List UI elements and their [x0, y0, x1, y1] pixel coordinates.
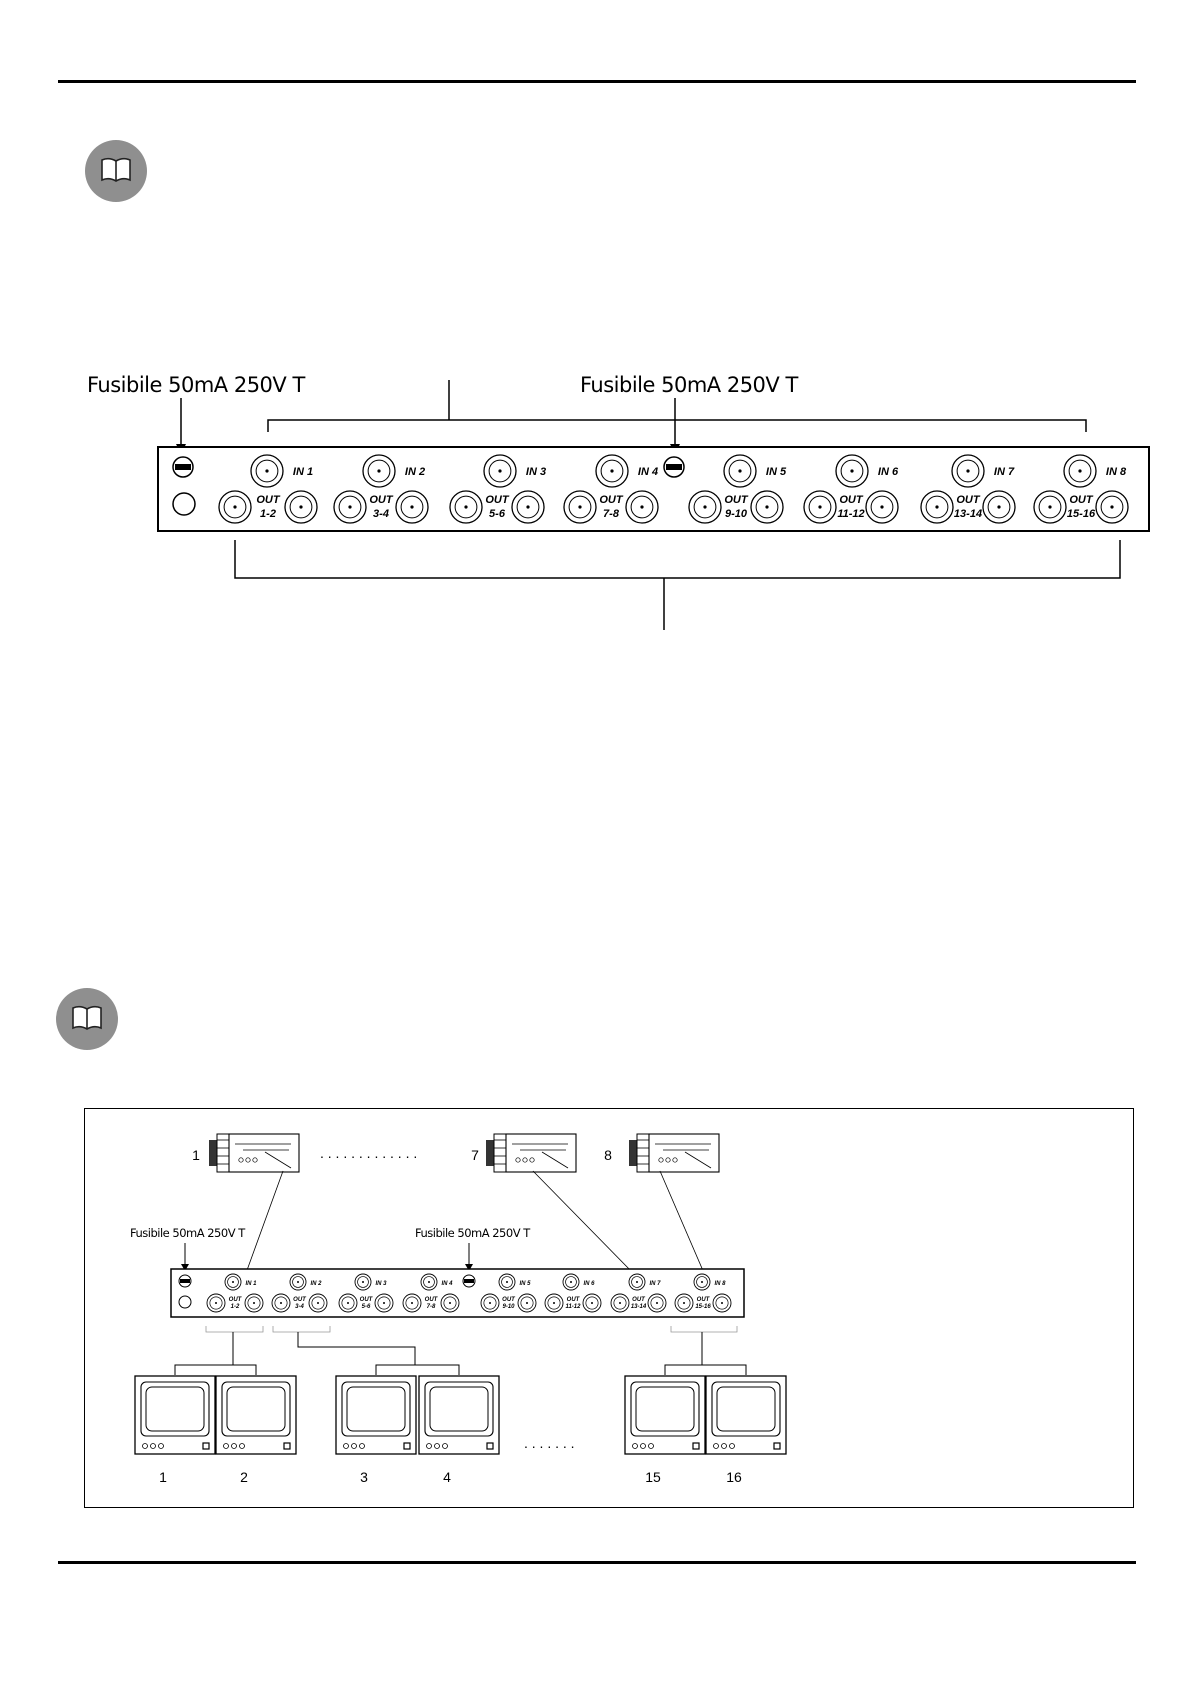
fuse-label-left: Fusibile 50mA 250V T: [87, 373, 305, 397]
output-label: 9-10: [502, 1304, 515, 1310]
output-bnc-connector: [545, 1294, 563, 1312]
output-label: OUT: [632, 1297, 645, 1303]
monitor-number: 1: [159, 1469, 167, 1485]
output-label: OUT: [485, 494, 509, 506]
output-label: OUT: [1069, 494, 1093, 506]
camera-icon: [486, 1134, 576, 1172]
monitor-number: 3: [360, 1469, 368, 1485]
input-label: IN 5: [765, 466, 787, 478]
fuse-holder-icon: [463, 1275, 475, 1287]
input-label: IN 6: [877, 466, 899, 478]
camera-number: 1: [192, 1147, 200, 1163]
output-bnc-connector: [611, 1294, 629, 1312]
input-label: IN 4: [637, 466, 659, 478]
output-label: OUT: [256, 494, 280, 506]
monitor-icon: [706, 1376, 786, 1454]
monitor-number: 15: [645, 1469, 661, 1485]
camera-number: 8: [604, 1147, 612, 1163]
output-bnc-connector: [272, 1294, 290, 1312]
output-label: OUT: [696, 1297, 710, 1303]
output-bnc-connector: [648, 1294, 666, 1312]
output-label: 15-16: [1066, 508, 1096, 520]
bottom-rule: [58, 1561, 1136, 1564]
input-label: IN 8: [1105, 466, 1127, 478]
input-label: IN 5: [519, 1281, 531, 1287]
input-bnc-connector: [499, 1274, 515, 1290]
output-bnc-connector: [375, 1294, 393, 1312]
input-label: IN 2: [310, 1281, 322, 1287]
input-bnc-connector: [694, 1274, 710, 1290]
output-label: OUT: [502, 1297, 515, 1303]
output-bnc-connector: [309, 1294, 327, 1312]
monitor-icon: [625, 1376, 705, 1454]
output-bnc-connector: [339, 1294, 357, 1312]
input-label: IN 4: [441, 1281, 453, 1287]
output-label: 15-16: [695, 1304, 711, 1310]
camera-icon: [209, 1134, 299, 1172]
output-label: OUT: [839, 494, 863, 506]
camera-number: 7: [471, 1147, 479, 1163]
input-label: IN 3: [525, 466, 547, 478]
output-label: OUT: [424, 1297, 438, 1303]
output-label: 11-12: [837, 508, 865, 520]
output-bnc-connector: [583, 1294, 601, 1312]
output-label: OUT: [293, 1297, 306, 1303]
output-label: OUT: [359, 1297, 373, 1303]
input-label: IN 2: [404, 466, 426, 478]
monitor-icon: [216, 1376, 296, 1454]
output-label: 1-2: [260, 508, 276, 520]
monitor-number: 4: [443, 1469, 451, 1485]
output-label: 9-10: [724, 508, 748, 520]
monitor-number: 16: [726, 1469, 742, 1485]
fuse-holder-icon: [179, 1275, 191, 1287]
input-bnc-connector: [563, 1274, 579, 1290]
output-label: 5-6: [361, 1304, 371, 1310]
output-label: OUT: [228, 1297, 242, 1303]
fuse-label-small-left: Fusibile 50mA 250V T: [130, 1226, 245, 1240]
output-bnc-connector: [518, 1294, 536, 1312]
camera-ellipsis: . . . . . . . . . . . . .: [320, 1145, 418, 1161]
output-bnc-connector: [675, 1294, 693, 1312]
monitor-ellipsis: . . . . . . .: [524, 1435, 575, 1451]
input-label: IN 7: [993, 466, 1015, 478]
output-bnc-connector: [481, 1294, 499, 1312]
input-label: IN 7: [649, 1281, 661, 1287]
output-label: 5-6: [489, 508, 505, 520]
power-socket: [179, 1296, 191, 1308]
output-label: 7-8: [603, 508, 619, 520]
output-bnc-connector: [207, 1294, 225, 1312]
output-label: OUT: [956, 494, 980, 506]
fuse-label-right: Fusibile 50mA 250V T: [580, 373, 798, 397]
output-label: 11-12: [565, 1304, 581, 1310]
output-label: 13-14: [630, 1304, 647, 1310]
input-bnc-connector: [629, 1274, 645, 1290]
input-label: IN 6: [583, 1281, 595, 1287]
output-label: OUT: [724, 494, 748, 506]
input-label: IN 1: [292, 466, 314, 478]
output-bnc-connector: [403, 1294, 421, 1312]
input-bnc-connector: [421, 1274, 437, 1290]
monitor-number: 2: [240, 1469, 248, 1485]
input-bnc-connector: [290, 1274, 306, 1290]
output-label: 3-4: [295, 1304, 304, 1310]
output-label: 1-2: [230, 1304, 240, 1310]
output-label: 7-8: [426, 1304, 436, 1310]
output-bnc-connector: [441, 1294, 459, 1312]
input-label: IN 3: [375, 1281, 387, 1287]
monitor-icon: [419, 1376, 499, 1454]
output-bnc-connector: [713, 1294, 731, 1312]
monitor-icon: [135, 1376, 215, 1454]
input-bnc-connector: [225, 1274, 241, 1290]
output-bnc-connector: [245, 1294, 263, 1312]
output-label: 13-14: [953, 508, 983, 520]
camera-icon: [629, 1134, 719, 1172]
output-label: OUT: [566, 1297, 580, 1303]
input-label: IN 1: [245, 1281, 257, 1287]
monitor-icon: [336, 1376, 416, 1454]
input-bnc-connector: [355, 1274, 371, 1290]
fuse-label-small-right: Fusibile 50mA 250V T: [415, 1226, 530, 1240]
output-label: OUT: [369, 494, 393, 506]
output-label: 3-4: [373, 508, 389, 520]
output-label: OUT: [599, 494, 623, 506]
input-label: IN 8: [714, 1281, 726, 1287]
